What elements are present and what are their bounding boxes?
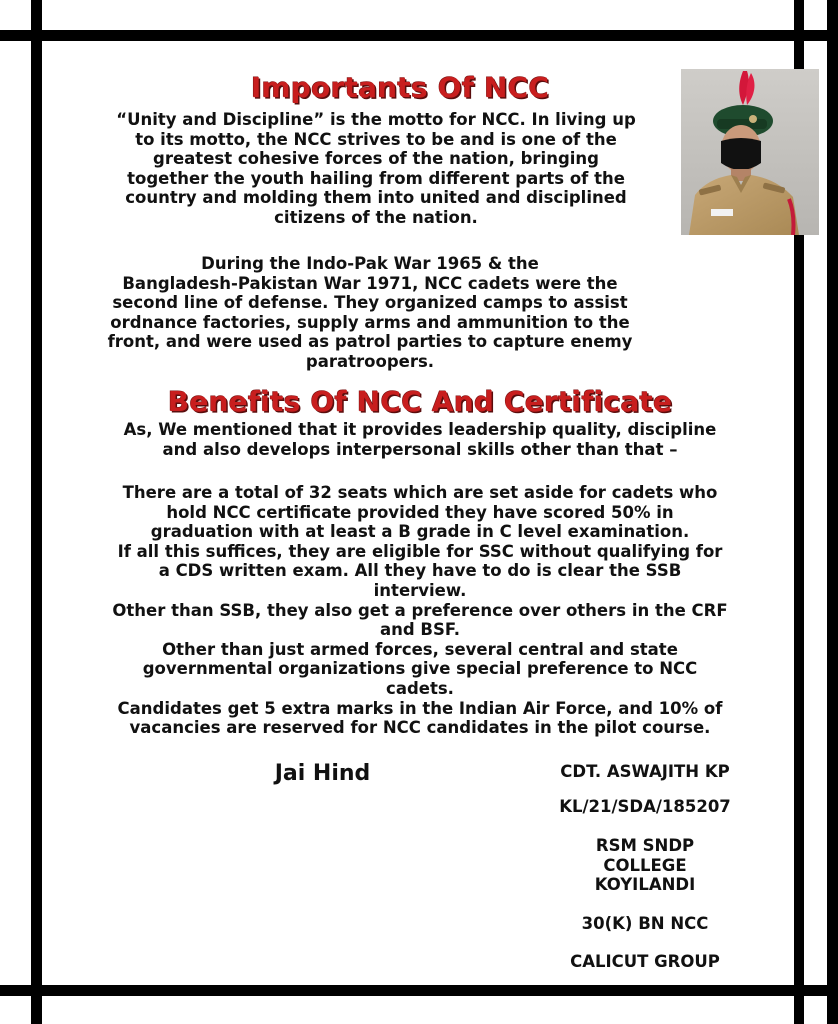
signature-regno: KL/21/SDA/185207 [559, 797, 731, 816]
frame-line-top [0, 30, 838, 41]
signature-group: CALICUT GROUP [570, 952, 720, 971]
paragraph-benefits-list: There are a total of 32 seats which are set aside for cadets who hold NCC certificate provided they have scored 50% in graduation with at least a B grade in C level examination. If all this suffices, they are eligible for SSC without qualifying for a CDS written exam. All they have to do is clear the SSB interview. Other than SSB, they also get a preference over others in the CRF and BSF. Other than just armed forces, several central and state governmental organizations give special preference to NCC cadets. Candidates get 5 extra marks in the Indian Air Force, and 10% of vacancies are reserved for NCC candidates in the pilot course. [112, 483, 728, 738]
heading-benefits: Benefits Of NCC And Certificate [167, 385, 673, 418]
heading-importance: Importants Of NCC [250, 71, 550, 104]
frame-line-bottom [0, 985, 838, 996]
signature-name: CDT. ASWAJITH KP [560, 762, 730, 781]
signature-college: RSM SNDP COLLEGE KOYILANDI [594, 836, 696, 894]
frame-line-right-2 [827, 0, 838, 1024]
closing-jai-hind: Jai Hind [274, 761, 371, 786]
paragraph-war: During the Indo-Pak War 1965 & the Bangladesh-Pakistan War 1971, NCC cadets were the second line of defense. They organized camps to assist ordnance factories, supply arms and ammunition to the front, and were used as patrol parties to capture enemy paratroopers. [107, 254, 633, 371]
cadet-photo [681, 69, 819, 235]
signature-battalion: 30(K) BN NCC [581, 914, 709, 933]
cadet-portrait-icon [681, 69, 819, 235]
paragraph-intro: As, We mentioned that it provides leadership quality, discipline and also develops interpersonal skills other than that – [123, 420, 717, 459]
frame-line-left [31, 0, 42, 1024]
paragraph-motto: “Unity and Discipline” is the motto for NCC. In living up to its motto, the NCC strives to be and is one of the greatest cohesive forces of the nation, bringing together the youth hailing from different parts of the country and molding them into united and disciplined citizens of the nation. [116, 110, 636, 227]
